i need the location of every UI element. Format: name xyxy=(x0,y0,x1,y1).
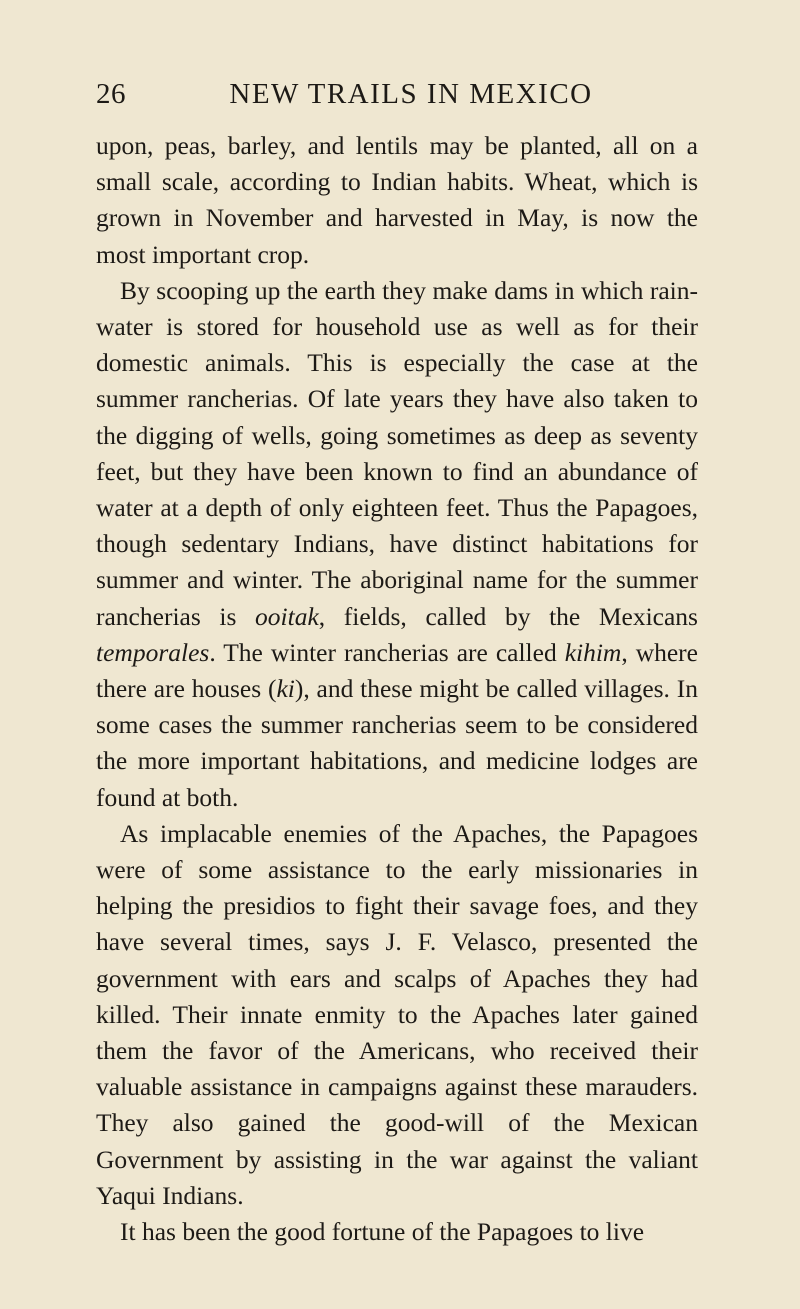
italic-term: ooitak xyxy=(255,601,319,631)
running-title: NEW TRAILS IN MEXICO xyxy=(229,78,593,110)
page-number: 26 xyxy=(96,78,126,110)
italic-term: ki xyxy=(276,674,295,704)
text-segment: . The winter rancherias are called xyxy=(209,637,565,667)
text-segment: ), and these might be called villages. In some cases the summer rancherias seem to be considered the more important habitations, and medicine lodges are found at both. xyxy=(96,674,698,812)
paragraph xyxy=(96,128,698,273)
italic-term: kihim xyxy=(564,637,622,667)
text-segment: It has been the good fortune of the Papagoes to live xyxy=(120,1217,645,1247)
text-segment: , fields, called by the Mexicans xyxy=(318,601,698,631)
paragraph xyxy=(96,1214,698,1250)
text-segment: By scooping up the earth they make dams in which rain-water is stored for household use as well as for their domestic animals. This is especially the case at the summer rancherias. Of late years they have also taken to the digging of wells, going sometimes as deep as seventy feet, but they have been known to find an abundance of water at a depth of only eighteen feet. Thus the Papagoes, though sedentary Indians, have distinct habitations for summer and winter. The aboriginal name for the summer rancherias is xyxy=(96,275,698,631)
text-segment: , where there are houses ( xyxy=(96,637,698,704)
running-head xyxy=(96,78,696,114)
text-segment: As implacable enemies of the Apaches, the Papagoes were of some assistance to the early missionaries in helping the presidios to fight their savage foes, and they have several times, says J. F. Velasco, presented the government with ears and scalps of Apaches they had killed. Their innate enmity to the Apaches later gained them the favor of the Americans, who received their valuable assistance in campaigns against these marauders. They also gained the good-will of the Mexican Government by assisting in the war against the valiant Yaqui Indians. xyxy=(96,818,698,1210)
paragraph xyxy=(96,273,698,816)
body-text xyxy=(96,128,698,1250)
italic-term: temporales xyxy=(96,637,210,667)
text-segment: upon, peas, barley, and lentils may be planted, all on a small scale, according to Indian habits. Wheat, which is grown in November and harvested in May, is now the most important crop. xyxy=(96,131,698,269)
paragraph xyxy=(96,816,698,1214)
